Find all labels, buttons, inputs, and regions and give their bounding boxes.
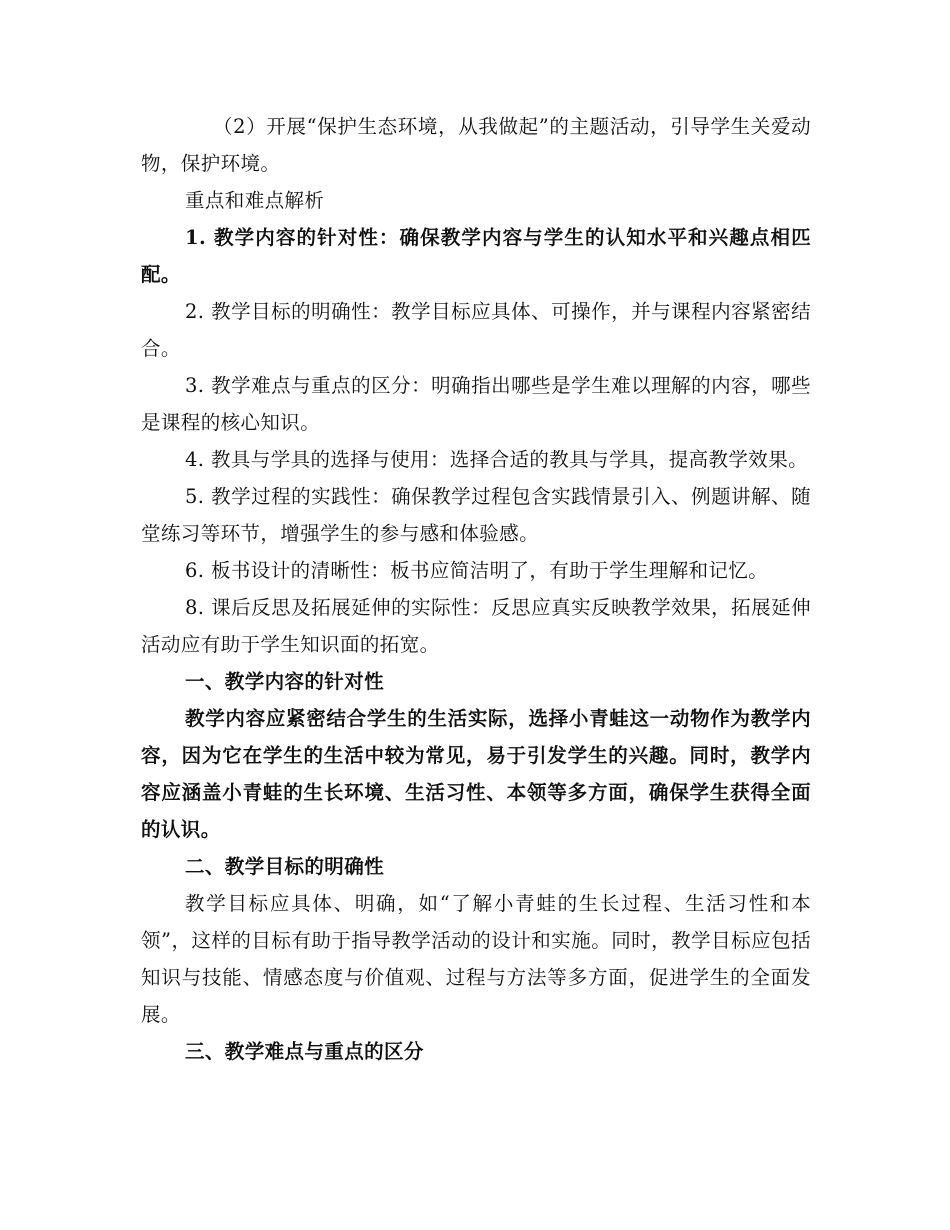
list-item-4: 4. 教具与学具的选择与使用：选择合适的教具与学具，提高教学效果。 xyxy=(185,448,809,471)
paragraph-section-2: 教学目标应具体、明确，如“了解小青蛙的生长过程、生活习性和本领”，这样的目标有助于指导教学活动的设计和实施。同时，教学目标应包括知识与技能、情感态度与价值观、过程与方法等多方面，促进学生的全面发展。 xyxy=(141,892,811,1026)
list-item-5: 5. 教学过程的实践性：确保教学过程包含实践情景引入、例题讲解、随堂练习等环节，增强学生的参与感和体验感。 xyxy=(141,485,811,545)
paragraph-section-1: 教学内容应紧密结合学生的生活实际，选择小青蛙这一动物作为教学内容，因为它在学生的生活中较为常见，易于引发学生的兴趣。同时，教学内容应涵盖小青蛙的生长环境、生活习性、本领等多方面，确保学生获得全面的认识。 xyxy=(141,707,811,841)
list-item-2: 2. 教学目标的明确性：教学目标应具体、可操作，并与课程内容紧密结合。 xyxy=(141,300,811,360)
paragraph-activity: （2）开展“保护生态环境，从我做起”的主题活动，引导学生关爱动物，保护环境。 xyxy=(141,115,811,175)
list-item-8: 8. 课后反思及拓展延伸的实际性：反思应真实反映教学效果，拓展延伸活动应有助于学生知识面的拓宽。 xyxy=(141,596,811,656)
list-item-6: 6. 板书设计的清晰性：板书应简洁明了，有助于学生理解和记忆。 xyxy=(185,559,769,582)
section-heading-2: 二、教学目标的明确性 xyxy=(185,855,385,878)
list-item-1: 1. 教学内容的针对性：确保教学内容与学生的认知水平和兴趣点相匹配。 xyxy=(141,226,811,286)
section-heading-1: 一、教学内容的针对性 xyxy=(185,670,385,693)
section-heading-key-points: 重点和难点解析 xyxy=(185,189,325,212)
list-item-3: 3. 教学难点与重点的区分：明确指出哪些是学生难以理解的内容，哪些是课程的核心知识。 xyxy=(141,374,811,434)
section-heading-3: 三、教学难点与重点的区分 xyxy=(185,1040,424,1063)
document-body xyxy=(141,108,811,1070)
